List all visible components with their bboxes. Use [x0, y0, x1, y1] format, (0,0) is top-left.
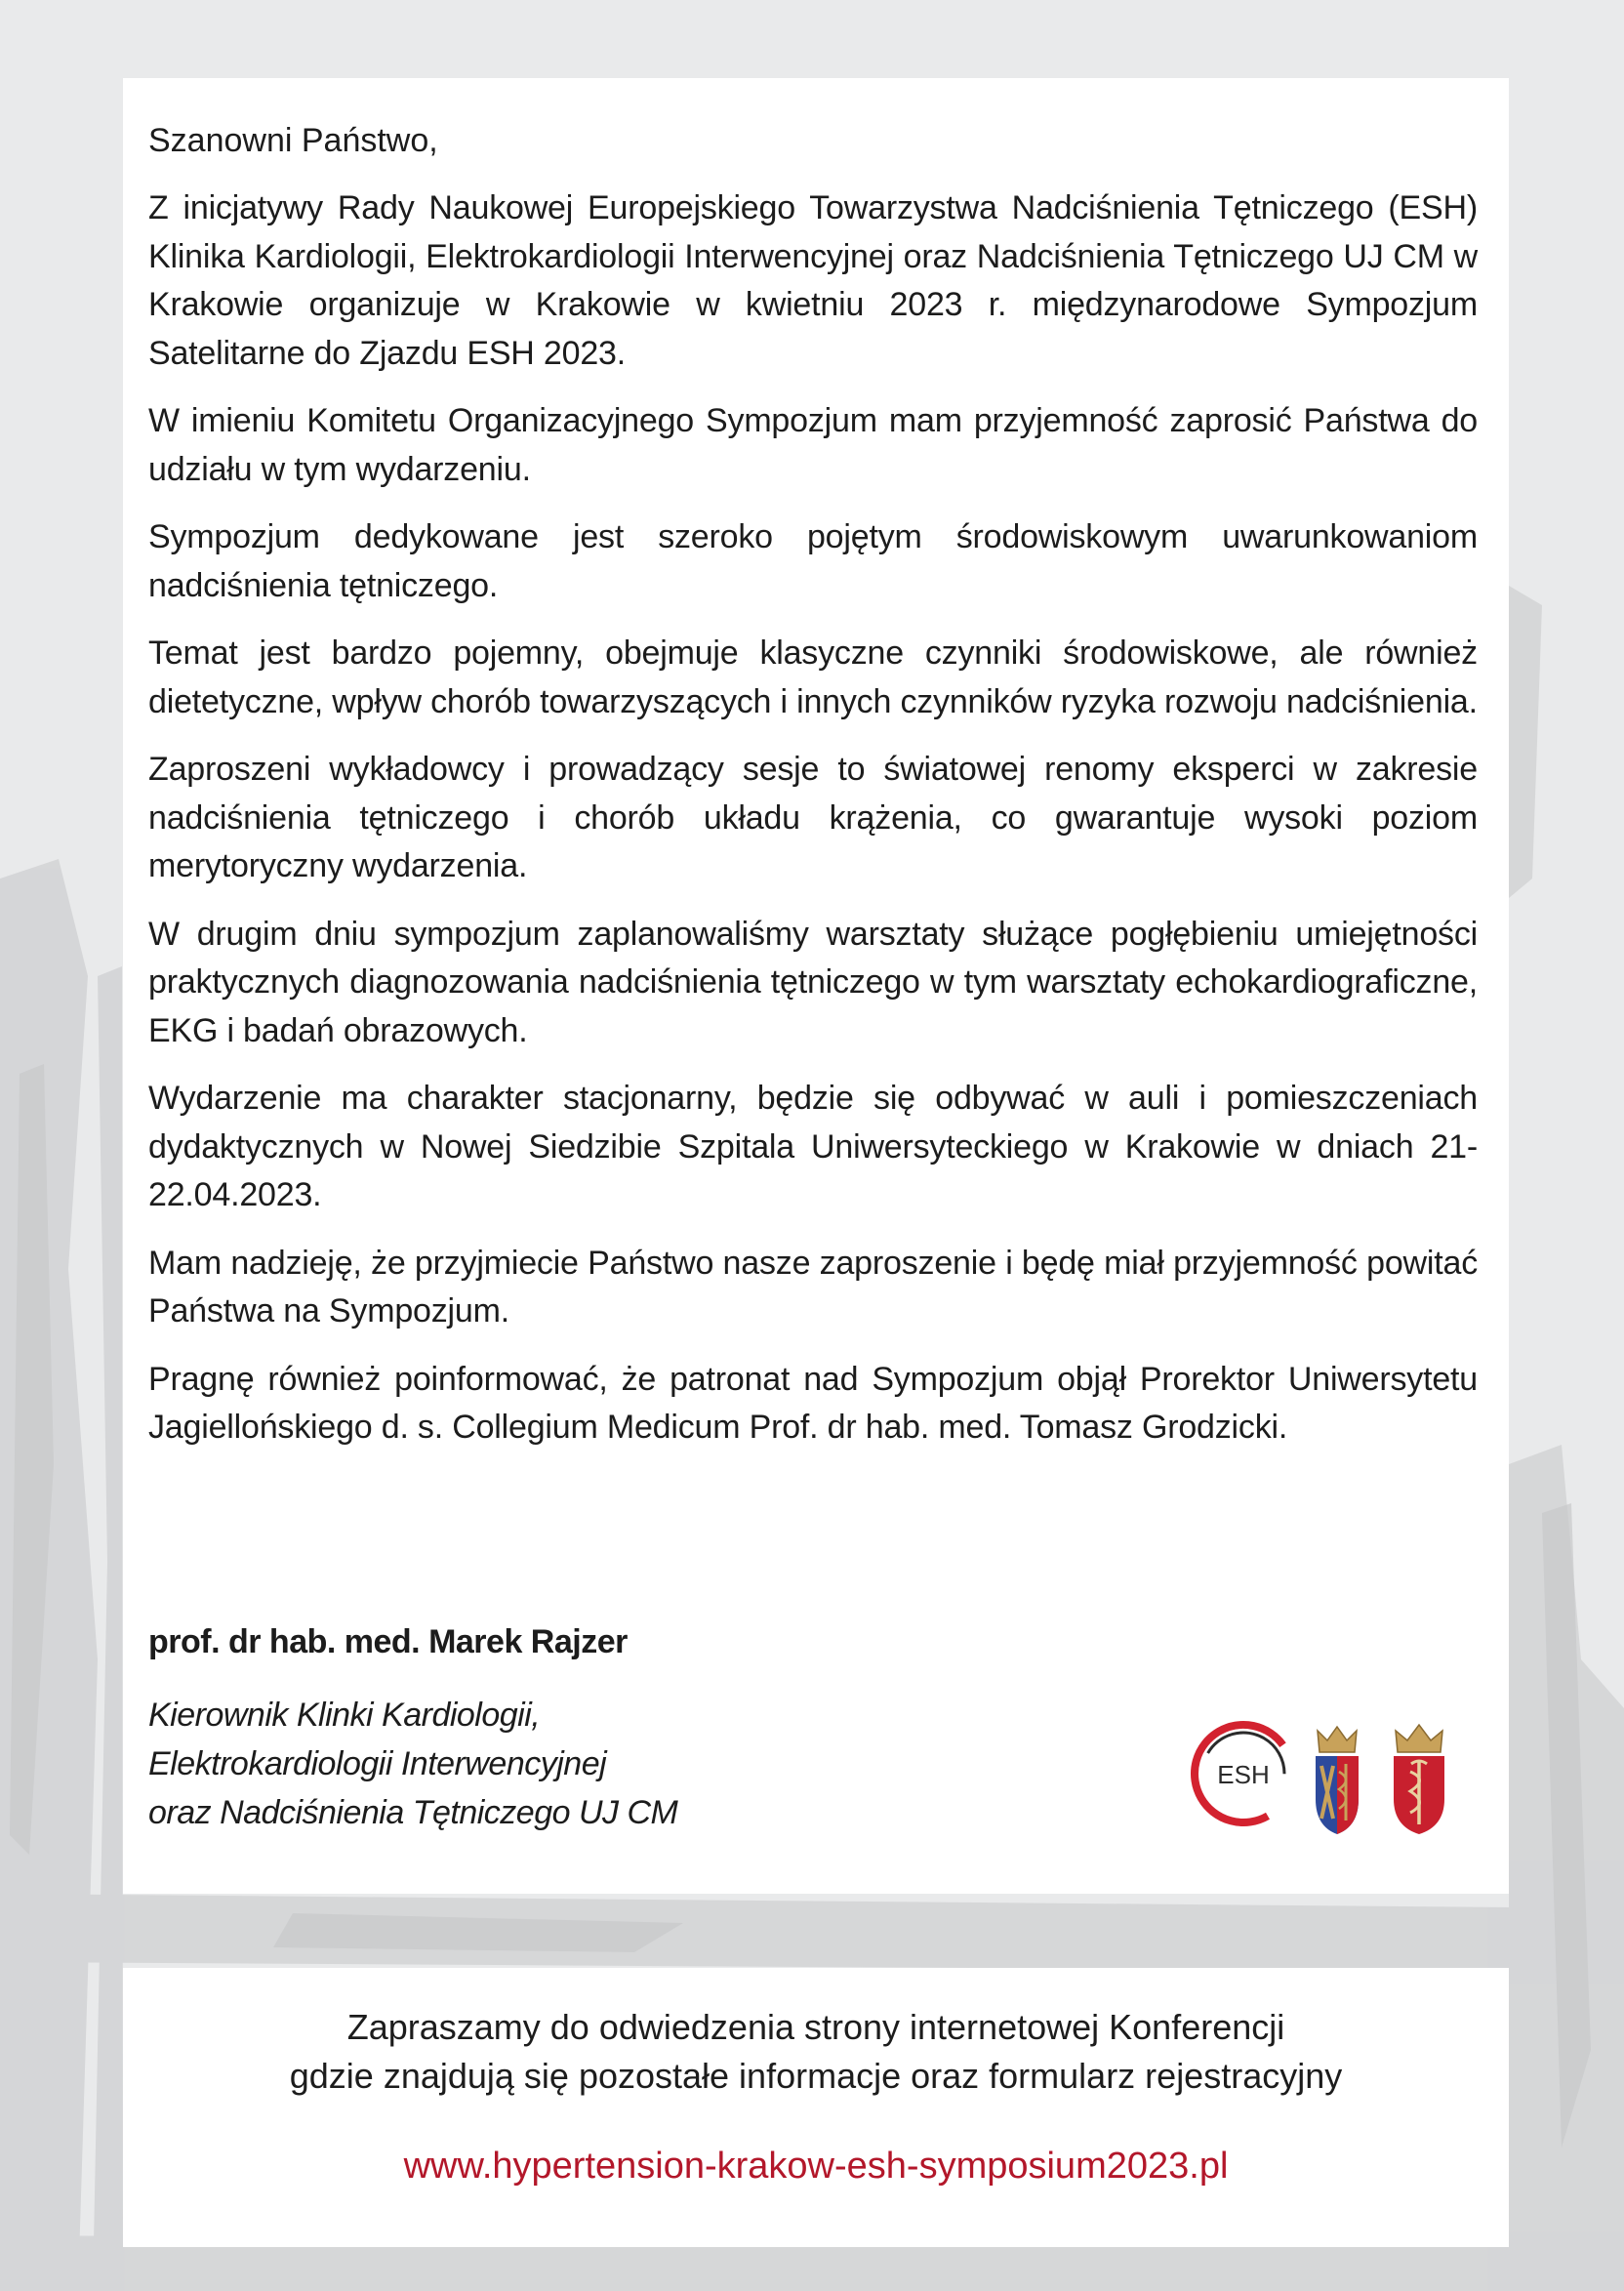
- footer-card: [123, 1968, 1509, 2247]
- medical-seal-icon: [1394, 1725, 1444, 1834]
- signer-title-line: oraz Nadciśnienia Tętniczego UJ CM: [148, 1794, 678, 1831]
- paragraph-lecturers: Zaproszeni wykładowcy i prowadzący sesje to światowej renomy eksperci w zakresie nadciśnienia tętniczego i chorób układu krążenia, co gwarantuje wysoki poziom merytoryczny wydarzenia.: [148, 751, 1478, 884]
- conference-website-link[interactable]: www.hypertension-krakow-esh-symposium2023.pl: [403, 2146, 1229, 2187]
- paragraph-patronage: Pragnę również poinformować, że patronat nad Sympozjum objął Prorektor Uniwersytetu Jagiellońskiego d. s. Collegium Medicum Prof. dr hab. med. Tomasz Grodzicki.: [148, 1360, 1478, 1446]
- paragraph-invitation: W imieniu Komitetu Organizacyjnego Sympozjum mam przyjemność zaprosić Państwa do udziału w tym wydarzeniu.: [148, 402, 1478, 488]
- paragraph-initiative: Z inicjatywy Rady Naukowej Europejskiego Towarzystwa Nadciśnienia Tętniczego (ESH) Klinika Kardiologii, Elektrokardiologii Interwencyjnej oraz Nadciśnienia Tętniczego UJ CM w Krakowie organizuje w Krakowie w kwietniu 2023 r. międzynarodowe Sympozjum Satelitarne do Zjazdu ESH 2023.: [148, 189, 1478, 372]
- invite-line: Zapraszamy do odwiedzenia strony internetowej Konferencji: [346, 2007, 1285, 2047]
- signer-name: prof. dr hab. med. Marek Rajzer: [148, 1623, 628, 1660]
- paragraph-topic: Temat jest bardzo pojemny, obejmuje klasyczne czynniki środowiskowe, ale również dietetyczne, wpływ chorób towarzyszących i innych czynników ryzyka rozwoju nadciśnienia.: [148, 634, 1478, 720]
- paragraph-hope: Mam nadzieję, że przyjmiecie Państwo nasze zaproszenie i będę miał przyjemność powitać Państwa na Sympozjum.: [148, 1244, 1478, 1330]
- signer-title: [148, 1691, 677, 1837]
- esh-logo: [1183, 1711, 1310, 1838]
- esh-logo-text: ESH: [1217, 1760, 1270, 1789]
- paragraph-dedication: Sympozjum dedykowane jest szeroko pojętym środowiskowym uwarunkowaniom nadciśnienia tętniczego.: [148, 518, 1478, 604]
- letter-card: [123, 78, 1509, 1894]
- uj-cm-crest-icon: [1316, 1727, 1359, 1834]
- invite-line: gdzie znajdują się pozostałe informacje oraz formularz rejestracyjny: [289, 2056, 1343, 2096]
- logos: [1183, 1711, 1485, 1838]
- salutation: Szanowni Państwo,: [148, 122, 438, 159]
- paragraph-workshops: W drugim dniu sympozjum zaplanowaliśmy warsztaty służące pogłębieniu umiejętności praktycznych diagnozowania nadciśnienia tętniczego w tym warsztaty echokardiograficzne, EKG i badań obrazowych.: [148, 915, 1478, 1049]
- paragraph-venue: Wydarzenie ma charakter stacjonarny, będzie się odbywać w auli i pomieszczeniach dydaktycznych w Nowej Siedzibie Szpitala Uniwersyteckiego w Krakowie w dniach 21-22.04.2023.: [148, 1080, 1478, 1213]
- signer-title-line: Kierownik Klinki Kardiologii,: [148, 1697, 541, 1734]
- signer-title-line: Elektrokardiologii Interwencyjnej: [148, 1745, 607, 1782]
- invite-text: [123, 2003, 1509, 2101]
